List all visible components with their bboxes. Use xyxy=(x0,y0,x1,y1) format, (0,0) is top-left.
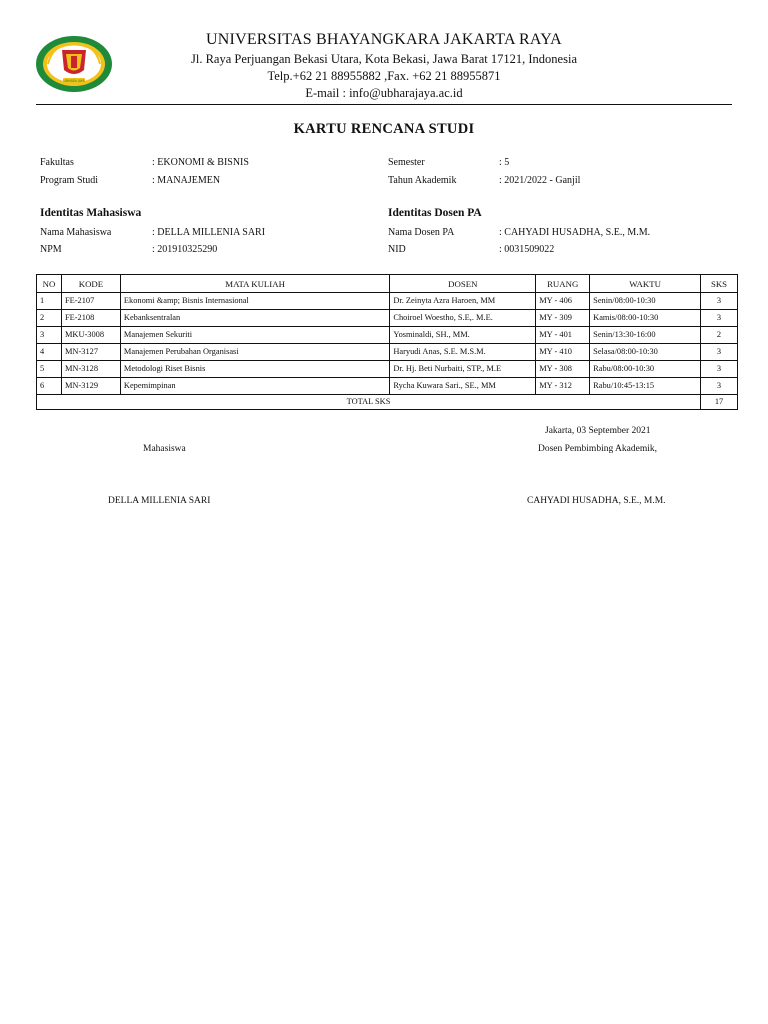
advisor-name-label: Nama Dosen PA xyxy=(388,227,455,238)
cell-mata-kuliah: Kepemimpinan xyxy=(120,378,389,395)
header-sks: SKS xyxy=(701,275,738,293)
university-phone: Telp.+62 21 88955882 ,Fax. +62 21 88955871 xyxy=(267,69,501,83)
cell-kode: FE-2108 xyxy=(61,310,120,327)
cell-waktu: Rabu/08:00-10:30 xyxy=(590,361,701,378)
cell-ruang: MY - 308 xyxy=(536,361,590,378)
cell-waktu: Senin/08:00-10:30 xyxy=(590,293,701,310)
student-npm-value: : 201910325290 xyxy=(152,244,218,255)
university-name: UNIVERSITAS BHAYANGKARA JAKARTA RAYA xyxy=(206,31,562,48)
cell-kode: MN-3129 xyxy=(61,378,120,395)
cell-kode: FE-2107 xyxy=(61,293,120,310)
cell-no: 1 xyxy=(37,293,62,310)
cell-dosen: Rycha Kuwara Sari., SE., MM xyxy=(390,378,536,395)
academic-year-label: Tahun Akademik xyxy=(388,175,457,186)
cell-waktu: Senin/13:30-16:00 xyxy=(590,327,701,344)
cell-no: 4 xyxy=(37,344,62,361)
cell-mata-kuliah: Metodologi Riset Bisnis xyxy=(120,361,389,378)
header-no: NO xyxy=(37,275,62,293)
table-row xyxy=(37,293,738,310)
cell-kode: MN-3128 xyxy=(61,361,120,378)
header-ruang: RUANG xyxy=(536,275,590,293)
cell-ruang: MY - 401 xyxy=(536,327,590,344)
cell-ruang: MY - 406 xyxy=(536,293,590,310)
advisor-nid-value: : 0031509022 xyxy=(499,244,555,255)
cell-dosen: Haryudi Anas, S.E. M.S.M. xyxy=(390,344,536,361)
student-signature-role: Mahasiswa xyxy=(143,444,186,454)
cell-mata-kuliah: Ekonomi &amp; Bisnis Internasional xyxy=(120,293,389,310)
cell-waktu: Selasa/08:00-10:30 xyxy=(590,344,701,361)
advisor-signature-name: CAHYADI HUSADHA, S.E., M.M. xyxy=(527,496,666,506)
cell-mata-kuliah: Kebanksentralan xyxy=(120,310,389,327)
total-sks-label: TOTAL SKS xyxy=(37,395,701,410)
program-value: : MANAJEMEN xyxy=(152,175,221,186)
faculty-value: : EKONOMI & BISNIS xyxy=(152,157,249,168)
cell-sks: 3 xyxy=(701,293,738,310)
cell-sks: 3 xyxy=(701,378,738,395)
academic-year-value: : 2021/2022 - Ganjil xyxy=(499,175,581,186)
total-row xyxy=(37,395,738,410)
student-npm-label: NPM xyxy=(40,244,62,255)
student-signature-name: DELLA MILLENIA SARI xyxy=(108,496,211,506)
cell-sks: 3 xyxy=(701,361,738,378)
table-row xyxy=(37,344,738,361)
advisor-section-title: Identitas Dosen PA xyxy=(388,207,482,219)
cell-kode: MKU-3008 xyxy=(61,327,120,344)
student-name-label: Nama Mahasiswa xyxy=(40,227,112,238)
cell-ruang: MY - 309 xyxy=(536,310,590,327)
semester-value: : 5 xyxy=(499,157,510,168)
advisor-nid-label: NID xyxy=(388,244,406,255)
header-mata-kuliah: MATA KULIAH xyxy=(120,275,389,293)
cell-sks: 2 xyxy=(701,327,738,344)
cell-waktu: Rabu/10:45-13:15 xyxy=(590,378,701,395)
cell-dosen: Choiroel Woestho, S.E,. M.E. xyxy=(390,310,536,327)
header-divider xyxy=(36,104,732,105)
university-address: Jl. Raya Perjuangan Bekasi Utara, Kota Bekasi, Jawa Barat 17121, Indonesia xyxy=(190,52,577,66)
svg-text:UBHARA JAYA: UBHARA JAYA xyxy=(63,79,85,83)
cell-dosen: Dr. Zeinyta Azra Haroen, MM xyxy=(390,293,536,310)
cell-mata-kuliah: Manajemen Sekuriti xyxy=(120,327,389,344)
cell-ruang: MY - 410 xyxy=(536,344,590,361)
table-row xyxy=(37,327,738,344)
cell-waktu: Kamis/08:00-10:30 xyxy=(590,310,701,327)
table-row xyxy=(37,361,738,378)
table-header-row xyxy=(37,275,738,293)
cell-sks: 3 xyxy=(701,344,738,361)
cell-no: 5 xyxy=(37,361,62,378)
student-section-title: Identitas Mahasiswa xyxy=(40,207,142,219)
cell-sks: 3 xyxy=(701,310,738,327)
cell-ruang: MY - 312 xyxy=(536,378,590,395)
university-email: E-mail : info@ubharajaya.ac.id xyxy=(305,86,463,100)
table-row xyxy=(37,310,738,327)
cell-no: 6 xyxy=(37,378,62,395)
total-sks-value: 17 xyxy=(701,395,738,410)
cell-kode: MN-3127 xyxy=(61,344,120,361)
program-label: Program Studi xyxy=(40,175,99,186)
student-name-value: : DELLA MILLENIA SARI xyxy=(152,227,266,238)
cell-mata-kuliah: Manajemen Perubahan Organisasi xyxy=(120,344,389,361)
place-date: Jakarta, 03 September 2021 xyxy=(545,426,651,436)
cell-dosen: Dr. Hj. Beti Nurbaiti, STP., M.E xyxy=(390,361,536,378)
cell-no: 2 xyxy=(37,310,62,327)
course-table xyxy=(36,274,738,410)
table-row xyxy=(37,378,738,395)
header-dosen: DOSEN xyxy=(390,275,536,293)
document-title: KARTU RENCANA STUDI xyxy=(293,121,475,137)
semester-label: Semester xyxy=(388,157,425,168)
faculty-label: Fakultas xyxy=(40,157,74,168)
header-waktu: WAKTU xyxy=(590,275,701,293)
cell-dosen: Yosminaldi, SH., MM. xyxy=(390,327,536,344)
cell-no: 3 xyxy=(37,327,62,344)
advisor-signature-role: Dosen Pembimbing Akademik, xyxy=(538,444,658,454)
header-kode: KODE xyxy=(61,275,120,293)
advisor-name-value: : CAHYADI HUSADHA, S.E., M.M. xyxy=(499,227,651,238)
